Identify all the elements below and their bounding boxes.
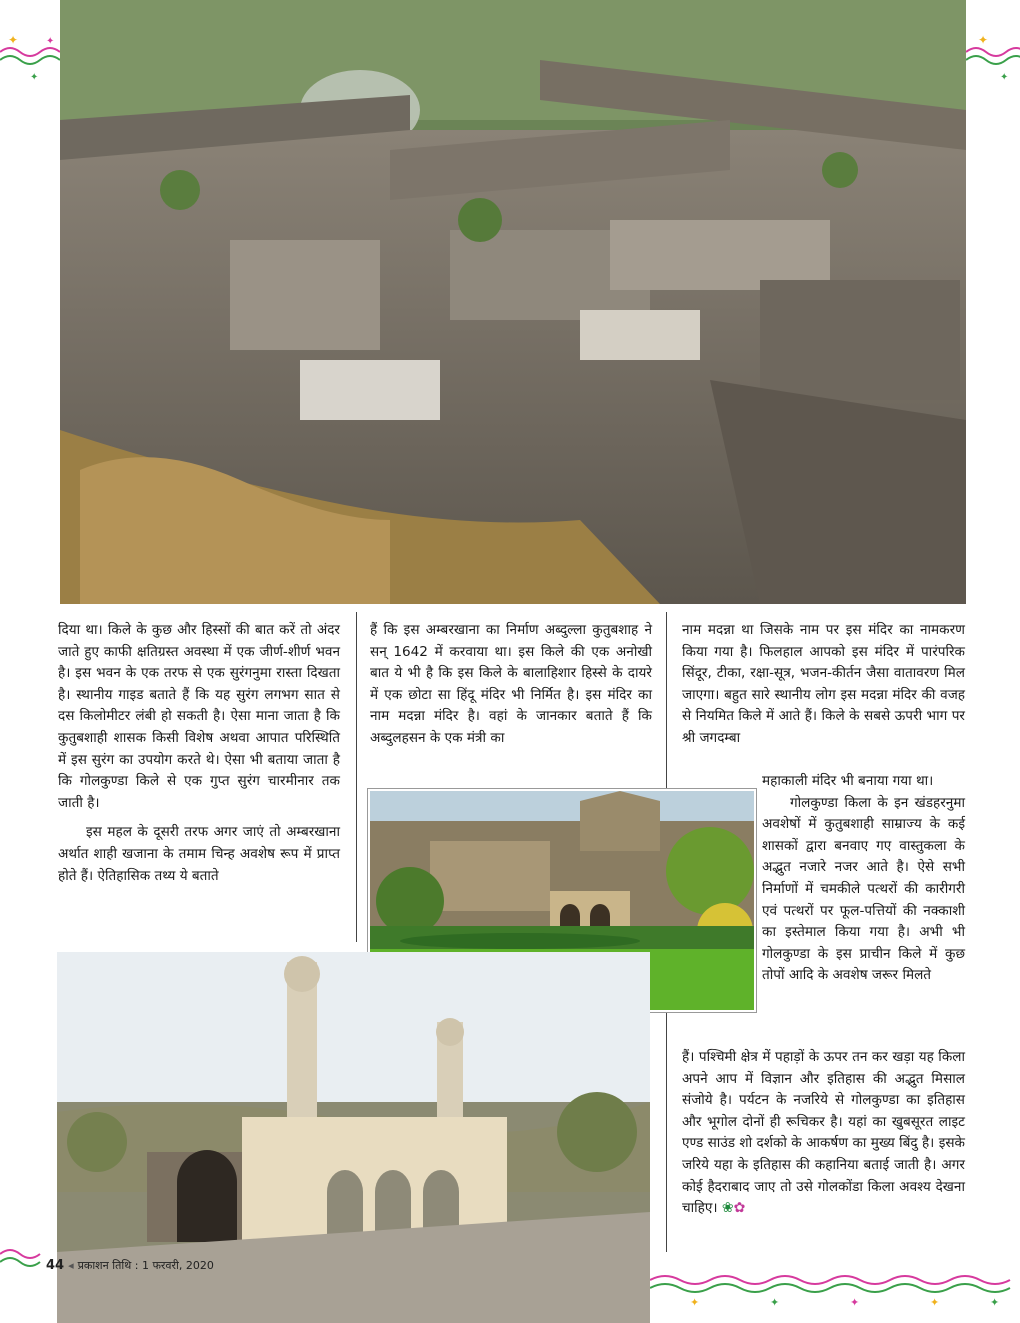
svg-text:✦: ✦	[46, 36, 55, 47]
article-column-2	[370, 620, 652, 750]
article-column-3-top	[682, 620, 965, 750]
column-1-paragraph-2: इस महल के दूसरी तरफ अगर जाएं तो अम्बरखाना अर्थात शाही खजाना के तमाम चिन्ह अवशेष रूप में प्राप्त होते हैं। ऐतिहासिक तथ्य ये बताते	[58, 824, 340, 884]
article-column-3-bottom	[682, 1047, 965, 1220]
arrow-left-icon: ◂	[68, 1259, 74, 1272]
svg-text:✦: ✦	[990, 1296, 1000, 1309]
article-column-3-narrow	[762, 771, 965, 987]
column-3-narrow-first-line: महाकाली मंदिर भी बनाया गया था।	[762, 773, 934, 789]
svg-text:✦: ✦	[30, 72, 39, 83]
right-border-ornament	[966, 30, 1020, 90]
article-column-1	[58, 620, 340, 887]
svg-text:✦: ✦	[770, 1296, 780, 1309]
svg-text:✦: ✦	[930, 1296, 940, 1309]
bottom-border-ornament	[650, 1262, 1020, 1312]
column-3-narrow-paragraph: गोलकुण्डा किला के इन खंडहरनुमा अवशेषों में कुतुबशाही साम्राज्य के कई शासकों द्वारा बनवाए गए वास्तुकला के अद्भुत नजारे नजर आते है। ऐसे सभी निर्माणों में चमकीले पत्थरों की कारीगरी एवं पत्थरों पर फूल-पत्तियों की नक्काशी का इस्तेमाल किया गया है। अभी भी गोलकुण्डा के इस प्राचीन किले में कुछ तोपों आदि के अवशेष जरूर मिलते	[762, 794, 965, 984]
publication-date: प्रकाशन तिथि : 1 फरवरी, 2020	[77, 1259, 214, 1272]
page-footer	[46, 1258, 214, 1273]
svg-text:✦: ✦	[690, 1296, 700, 1309]
bottom-left-ornament	[0, 1240, 46, 1280]
svg-text:✦: ✦	[8, 33, 19, 47]
end-flower-icon-2: ✿	[733, 1200, 746, 1217]
end-flower-icon: ❀	[721, 1200, 734, 1217]
svg-text:✦: ✦	[978, 33, 989, 47]
column-1-paragraph-1: दिया था। किले के कुछ और हिस्सों की बात करें तो अंदर जाते हुए काफी क्षतिग्रस्त अवस्था में एक जीर्ण-शीर्ण भवन है। इस भवन के एक तरफ से एक सुरंगनुमा रास्ता दिखता है। स्थानीय गाइड बताते हैं कि यह सुरंग लगभग सात से दस किलोमीटर लंबी हो सकती है। ऐसा माना जाता है कि कुतुबशाही शासक किसी विशेष अथवा आपात परिस्थिति में इस सुरंग का उपयोग करते थे। ऐसा भी बताया जाता है कि गोलकुण्डा किले से एक गुप्त सुरंग चारमीनार तक जाती है।	[58, 622, 340, 811]
left-border-ornament	[0, 30, 60, 90]
column-divider-1	[356, 612, 357, 942]
fort-ruins-aerial-photo	[60, 0, 966, 604]
column-2-paragraph: हैं कि इस अम्बरखाना का निर्माण अब्दुल्ला कुतुबशाह ने सन् 1642 में करवाया था। इस किले की एक अनोखी बात ये भी है कि इस किले के बालाहिशार हिस्से के दायरे में एक छोटा सा हिंदू मंदिर भी निर्मित है। इस मंदिर का नाम मदन्ना मंदिर है। वहां के जानकार बताते हैं कि अब्दुलहसन के एक मंत्री का	[370, 622, 652, 746]
svg-text:✦: ✦	[1000, 72, 1009, 83]
page-number: 44	[46, 1258, 65, 1273]
column-3-paragraph-bottom: हैं। पश्चिमी क्षेत्र में पहाड़ों के ऊपर तन कर खड़ा यह किला अपने आप में विज्ञान और इतिहास की अद्भुत मिसाल संजोये है। पर्यटन के नजरिये से गोलकुण्डा का इतिहास और भूगोल दोनों ही रूचिकर है। यहां का खुबसूरत लाइट एण्ड साउंड शो दर्शको के आकर्षण का मुख्य बिंदु है। इसके जरिये यहा के इतिहास की कहानिया बताई जाती है। अगर कोई हैदराबाद जाए तो उसे गोलकोंडा किला अवश्य देखना चाहिए। ❀✿	[682, 1049, 965, 1217]
column-3-paragraph-top: नाम मदन्ना था जिसके नाम पर इस मंदिर का नामकरण किया गया है। फिलहाल आपको इस मंदिर में पारंपरिक सिंदूर, टीका, रक्षा-सूत्र, भजन-कीर्तन जैसा वातावरण मिल जाएगा। बहुत सारे स्थानीय लोग इस मदन्ना मंदिर की वजह से नियमित किले में आते हैं। किले के सबसे ऊपरी भाग पर श्री जगदम्बा	[682, 622, 965, 746]
svg-text:✦: ✦	[850, 1296, 860, 1309]
